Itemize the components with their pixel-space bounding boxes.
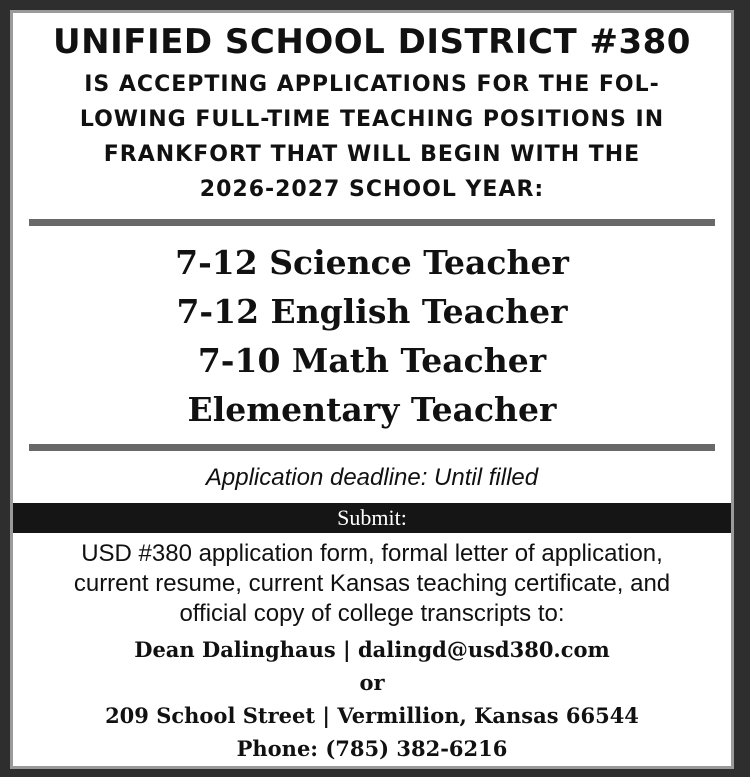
- divider-bottom: [29, 444, 715, 451]
- intro-text: [29, 67, 715, 207]
- application-deadline: Application deadline: Until filled: [205, 464, 539, 491]
- submit-line: USD #380 application form, formal letter of application,: [81, 540, 663, 567]
- submit-banner: Submit:: [13, 503, 731, 533]
- submit-line: current resume, current Kansas teaching certificate, and: [73, 570, 671, 597]
- intro-line: FRANKFORT THAT WILL BEGIN WITH THE: [103, 142, 641, 167]
- position-item: Elementary Teacher: [187, 390, 557, 429]
- district-title: UNIFIED SCHOOL DISTRICT #380: [53, 22, 691, 62]
- contact-name-email: Dean Dalinghaus | dalingd@usd380.com: [134, 637, 610, 662]
- submit-instructions: [27, 539, 717, 629]
- contact-or: or: [359, 670, 385, 695]
- header: [13, 23, 731, 207]
- contact-info: [13, 633, 731, 765]
- advertisement-frame: [10, 10, 734, 769]
- intro-line: 2026-2027 SCHOOL YEAR:: [199, 177, 545, 202]
- submit-line: official copy of college transcripts to:: [179, 600, 565, 627]
- positions-list: [13, 238, 731, 434]
- contact-address: 209 School Street | Vermillion, Kansas 66544: [105, 703, 639, 728]
- position-item: 7-10 Math Teacher: [197, 341, 547, 380]
- intro-line: IS ACCEPTING APPLICATIONS FOR THE FOL-: [84, 72, 660, 97]
- contact-phone: Phone: (785) 382-6216: [236, 736, 508, 761]
- divider-top: [29, 219, 715, 226]
- position-item: 7-12 English Teacher: [176, 292, 568, 331]
- position-item: 7-12 Science Teacher: [175, 243, 569, 282]
- intro-line: LOWING FULL-TIME TEACHING POSITIONS IN: [79, 107, 665, 132]
